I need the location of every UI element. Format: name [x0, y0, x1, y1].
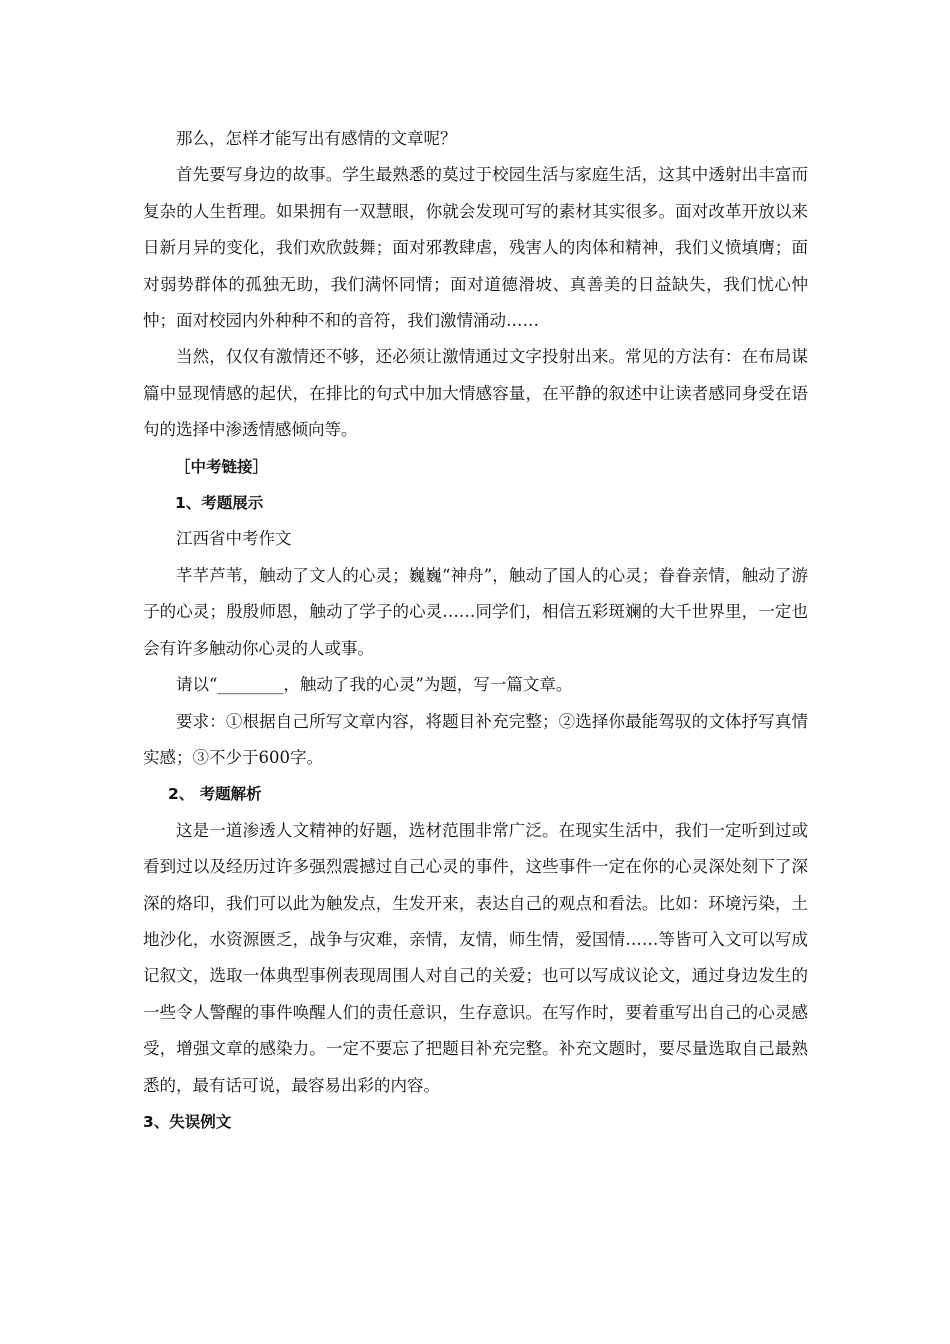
paragraph-prompt: 芊芊芦苇，触动了文人的心灵；巍巍“神舟”，触动了国人的心灵；眷眷亲情，触动了游子的心灵；殷殷师恩，触动了学子的心灵……同学们，相信五彩斑斓的大千世界里，一定也会有许多触动你心灵的人或事。 [143, 565, 808, 658]
paragraph-requirements: 要求：①根据自己所写文章内容，将题目补充完整；②选择你最能驾驭的文体抒写真情实感；③不少于600字。 [143, 711, 808, 767]
paragraph-title-instruction: 请以“________，触动了我的心灵”为题，写一篇文章。 [176, 675, 573, 695]
heading-error-sample: 3、失误例文 [143, 1112, 232, 1131]
heading-exam-link: ［中考链接］ [175, 457, 269, 476]
heading-exam-analysis: 2、 考题解析 [168, 785, 262, 804]
document-body [143, 121, 808, 1140]
heading-exam-display: 1、考题展示 [175, 494, 264, 513]
paragraph-source: 江西省中考作文 [176, 529, 292, 549]
paragraph-methods: 当然，仅仅有激情还不够，还必须让激情通过文字投射出来。常见的方法有：在布局谋篇中显现情感的起伏，在排比的句式中加大情感容量，在平静的叙述中让读者感同身受在语句的选择中渗透情感倾向等。 [143, 347, 808, 440]
paragraph-stories: 首先要写身边的故事。学生最熟悉的莫过于校园生活与家庭生活，这其中透射出丰富而复杂的人生哲理。如果拥有一双慧眼，你就会发现可写的素材其实很多。面对改革开放以来日新月异的变化，我们欢欣鼓舞；面对邪教肆虐，残害人的肉体和精神，我们义愤填膺；面对弱势群体的孤独无助，我们满怀同情；面对道德滑坡、真善美的日益缺失，我们忧心忡忡；面对校园内外种种不和的音符，我们激情涌动…… [143, 165, 808, 331]
paragraph-question: 那么，怎样才能写出有感情的文章呢？ [176, 129, 457, 148]
paragraph-analysis: 这是一道渗透人文精神的好题，选材范围非常广泛。在现实生活中，我们一定听到过或看到过以及经历过许多强烈震撼过自己心灵的事件，这些事件一定在你的心灵深处刻下了深深的烙印，我们可以此为触发点，生发开来，表达自己的观点和看法。比如：环境污染，土地沙化，水资源匮乏，战争与灾难，亲情，友情，师生情，爱国情……等皆可入文可以写成记叙文，选取一体典型事例表现周围人对自己的关爱；也可以写成议论文，通过身边发生的一些令人警醒的事件唤醒人们的责任意识，生存意识。在写作时，要着重写出自己的心灵感受，增强文章的感染力。一定不要忘了把题目补充完整。补充文题时，要尽量选取自己最熟悉的，最有话可说，最容易出彩的内容。 [143, 820, 808, 1095]
